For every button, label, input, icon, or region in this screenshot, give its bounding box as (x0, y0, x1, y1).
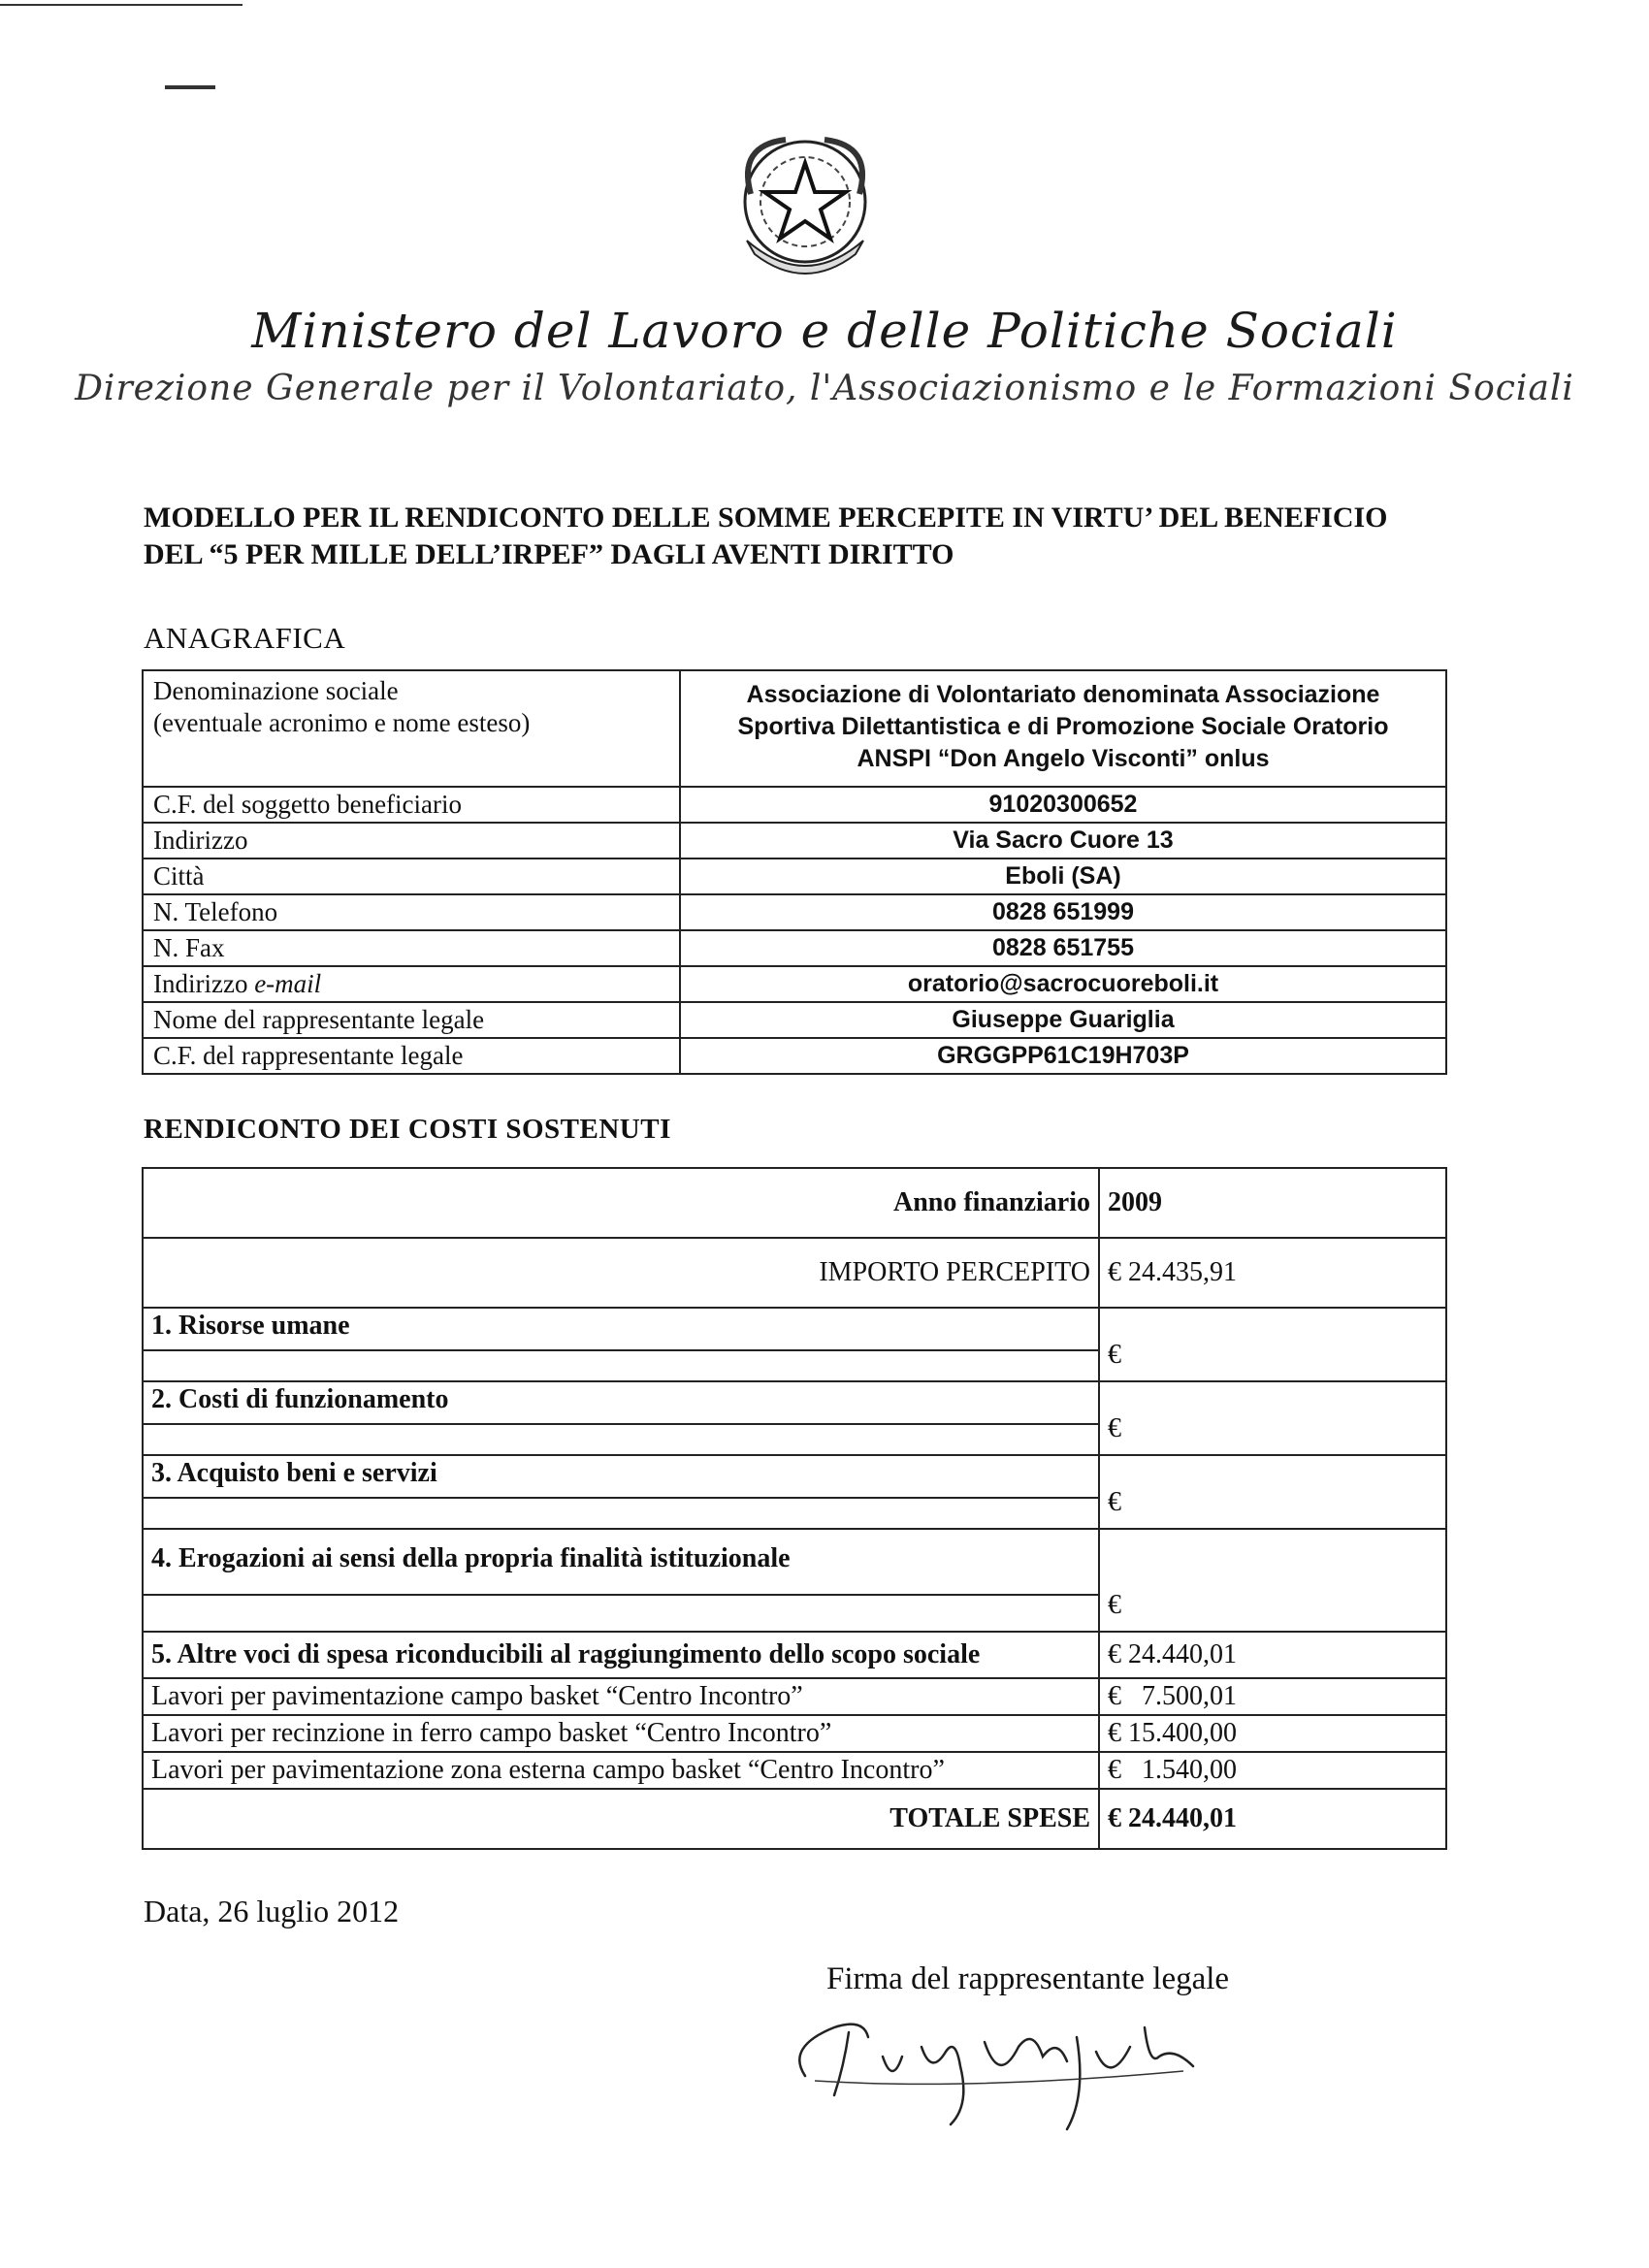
field-value: Via Sacro Cuore 13 (680, 823, 1446, 859)
field-label: Città (143, 859, 680, 894)
table-row (143, 823, 1446, 859)
totale-value: € 24.440,01 (1099, 1789, 1446, 1849)
importo-value: € 24.435,91 (1099, 1238, 1446, 1308)
table-row (143, 1678, 1446, 1715)
scan-mark (165, 85, 215, 89)
title-line-1: MODELLO PER IL RENDICONTO DELLE SOMME PERCEPITE IN VIRTU’ DEL BENEFICIO (144, 502, 1388, 534)
detail-amount: € 1.540,00 (1099, 1752, 1446, 1789)
anagrafica-heading: ANAGRAFICA (144, 621, 346, 655)
table-row (143, 930, 1446, 966)
table-row (143, 1238, 1446, 1308)
cost-item-amount: € (1099, 1381, 1446, 1455)
field-value: 91020300652 (680, 787, 1446, 823)
table-row (143, 787, 1446, 823)
table-row (143, 1632, 1446, 1678)
cost-item-amount: € (1099, 1455, 1446, 1529)
field-label: Nome del rappresentante legale (143, 1002, 680, 1038)
field-label (143, 670, 680, 787)
table-row (143, 1168, 1446, 1238)
spacer-cell (143, 1595, 1099, 1632)
field-value (680, 670, 1446, 787)
cost-item-label: 2. Costi di funzionamento (143, 1381, 1099, 1424)
table-row (143, 1038, 1446, 1074)
field-label (143, 966, 680, 1002)
detail-label: Lavori per pavimentazione zona esterna campo basket “Centro Incontro” (143, 1752, 1099, 1789)
ministry-name: Ministero del Lavoro e delle Politiche Sociali (251, 303, 1398, 359)
anno-value: 2009 (1099, 1168, 1446, 1238)
value-line: Sportiva Dilettantistica e di Promozione Sociale Oratorio (737, 713, 1389, 740)
document-title (144, 500, 1482, 573)
importo-label: IMPORTO PERCEPITO (143, 1238, 1099, 1308)
field-value: 0828 651755 (680, 930, 1446, 966)
document-date: Data, 26 luglio 2012 (144, 1894, 400, 1928)
table-row (143, 670, 1446, 787)
field-label: Indirizzo (143, 823, 680, 859)
spacer-cell (143, 1424, 1099, 1455)
table-row (143, 1381, 1446, 1424)
field-value: oratorio@sacrocuoreboli.it (680, 966, 1446, 1002)
totale-label: TOTALE SPESE (143, 1789, 1099, 1849)
field-value: 0828 651999 (680, 894, 1446, 930)
field-label: C.F. del rappresentante legale (143, 1038, 680, 1074)
value-line: ANSPI “Don Angelo Visconti” onlus (857, 745, 1270, 772)
detail-label: Lavori per recinzione in ferro campo basket “Centro Incontro” (143, 1715, 1099, 1752)
anagrafica-table (142, 669, 1447, 1075)
anno-label: Anno finanziario (143, 1168, 1099, 1238)
label-line: Denominazione sociale (153, 676, 399, 705)
detail-amount: € 7.500,01 (1099, 1678, 1446, 1715)
field-value: Eboli (SA) (680, 859, 1446, 894)
label-italic-text: e-mail (254, 969, 322, 998)
title-line-2: DEL “5 PER MILLE DELL’IRPEF” DAGLI AVENTI DIRITTO (144, 538, 954, 570)
directorate-name: Direzione Generale per il Volontariato, l'Associazionismo e le Formazioni Sociali (75, 369, 1574, 408)
table-row (143, 1002, 1446, 1038)
table-row (143, 1455, 1446, 1498)
table-row (143, 1752, 1446, 1789)
field-label: N. Fax (143, 930, 680, 966)
table-row (143, 859, 1446, 894)
table-row (143, 1308, 1446, 1350)
table-row (143, 1715, 1446, 1752)
spacer-cell (143, 1350, 1099, 1381)
table-row (143, 1789, 1446, 1849)
field-label: C.F. del soggetto beneficiario (143, 787, 680, 823)
cost-item-amount: € (1099, 1308, 1446, 1381)
field-value: GRGGPP61C19H703P (680, 1038, 1446, 1074)
label-line: (eventuale acronimo e nome esteso) (153, 708, 531, 737)
cost-item-label: 4. Erogazioni ai sensi della propria finalità istituzionale (143, 1529, 1099, 1595)
field-value: Giuseppe Guariglia (680, 1002, 1446, 1038)
rendiconto-heading: RENDICONTO DEI COSTI SOSTENUTI (144, 1114, 671, 1145)
value-line: Associazione di Volontariato denominata Associazione (746, 681, 1380, 708)
detail-label: Lavori per pavimentazione campo basket “Centro Incontro” (143, 1678, 1099, 1715)
table-row (143, 1529, 1446, 1595)
table-row (143, 966, 1446, 1002)
spacer-cell (143, 1498, 1099, 1529)
handwritten-signature (776, 1998, 1222, 2134)
label-text: Indirizzo (153, 969, 255, 998)
scan-mark (0, 4, 242, 6)
detail-amount: € 15.400,00 (1099, 1715, 1446, 1752)
rendiconto-table (142, 1167, 1447, 1850)
cost-item-label: 3. Acquisto beni e servizi (143, 1455, 1099, 1498)
altre-voci-label: 5. Altre voci di spesa riconducibili al raggiungimento dello scopo sociale (143, 1632, 1099, 1678)
altre-voci-value: € 24.440,01 (1099, 1632, 1446, 1678)
field-label: N. Telefono (143, 894, 680, 930)
table-row (143, 894, 1446, 930)
cost-item-label: 1. Risorse umane (143, 1308, 1099, 1350)
cost-item-amount: € (1099, 1529, 1446, 1632)
signature-label: Firma del rappresentante legale (826, 1961, 1230, 1996)
italian-republic-emblem (718, 126, 892, 291)
